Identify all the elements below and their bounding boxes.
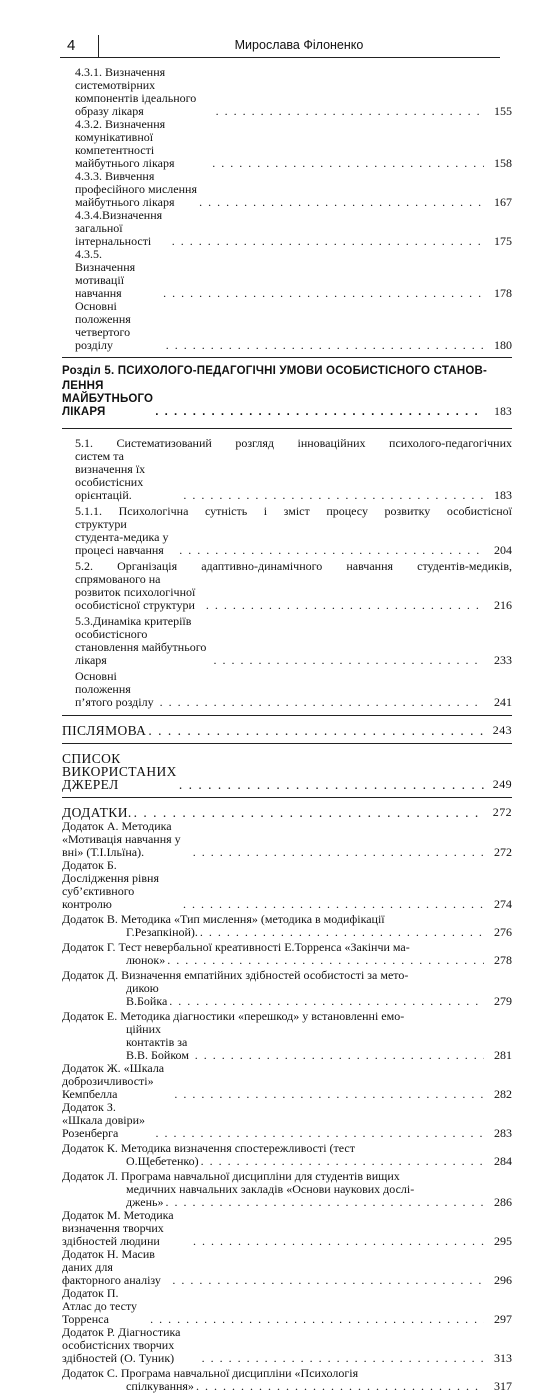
- toc-entry-line1: 5.2. Організація адаптивно-динамічного навчання студентів-медиків,: [75, 559, 512, 573]
- toc-entry: [62, 118, 512, 170]
- toc-entry-text: 4.3.3. Вивчення професійного мислення майбутнього лікаря: [75, 169, 197, 209]
- dot-leader: [196, 1380, 484, 1393]
- dot-leader: [179, 544, 484, 557]
- toc-entry: [62, 615, 512, 667]
- toc-entry-line: [75, 615, 512, 667]
- section5-title-line1: Розділ 5. ПСИХОЛОГО-ПЕДАГОГІЧНІ УМОВИ ОСОБИСТІСНОГО СТАНОВ-: [62, 365, 488, 377]
- dot-leader: [195, 1049, 484, 1062]
- dot-leader: [165, 1196, 484, 1209]
- toc-entry-page: 158: [494, 156, 512, 170]
- dot-leader: [150, 1313, 484, 1326]
- toc-entry-page: 175: [494, 234, 512, 248]
- appendix-line-text: Додаток П. Атлас до тесту Торренса: [62, 1286, 138, 1326]
- divider: [62, 357, 512, 358]
- appendix-entry: [62, 859, 512, 911]
- appendices-entry: [62, 806, 512, 819]
- dot-leader: [163, 287, 484, 300]
- dot-leader: [216, 105, 484, 118]
- appendix-line-page: 295: [494, 1234, 512, 1248]
- appendix-entry: [62, 1326, 512, 1365]
- toc-entry-line-text: систем та визначення їх особистісних орієнтацій.: [75, 449, 146, 502]
- appendix-line-text: люнок»: [126, 953, 166, 967]
- toc-entry-text: 4.3.5. Визначення мотивації навчання: [75, 247, 136, 300]
- dot-leader: [213, 654, 484, 667]
- appendix-line: Додаток Г. Тест невербальної креативності Е.Торренса «Закінчи ма-: [62, 940, 410, 954]
- toc-entry-line-text: 5.3.Динаміка критеріїв особистісного становлення майбутнього лікаря: [75, 614, 207, 667]
- appendix-line-text: Додаток З. «Шкала довіри» Розенберга: [62, 1100, 146, 1140]
- dot-leader: [174, 1088, 484, 1101]
- toc-entry: [62, 66, 512, 118]
- toc-entry-line-page: 241: [494, 695, 512, 709]
- toc-entry: [62, 248, 512, 300]
- references-title: СПИСОК ВИКОРИСТАНИХ ДЖЕРЕЛ: [62, 751, 177, 792]
- divider: [62, 797, 512, 798]
- toc-entry: [62, 505, 512, 557]
- toc-entry-line1: 5.1.1. Психологічна сутність і зміст процесу розвитку особистісної: [75, 504, 512, 518]
- toc-entry: [62, 670, 512, 709]
- toc-entry-line: [75, 518, 512, 557]
- dot-leader: [212, 157, 484, 170]
- appendix-line: [62, 1380, 512, 1393]
- toc-entry: [62, 560, 512, 612]
- dot-leader: [201, 1155, 484, 1168]
- chapter5-entries: [62, 437, 512, 709]
- dot-leader: [169, 995, 484, 1008]
- appendix-line: [62, 859, 512, 911]
- appendix-entry: [62, 913, 512, 939]
- afterword-page: 243: [492, 723, 512, 737]
- dot-leader: [172, 235, 484, 248]
- toc-entry-text: 4.3.2. Визначення комунікативної компетентності майбутнього лікаря: [75, 117, 175, 170]
- appendix-line-page: 282: [494, 1087, 512, 1101]
- appendix-entry: [62, 1101, 512, 1140]
- page-header: [60, 35, 500, 58]
- toc-entry-line-text: Основні положення п’ятого розділу: [75, 669, 154, 709]
- table-of-contents: [62, 66, 512, 1393]
- appendix-line: Додаток К. Методика визначення спостережливості (тест: [62, 1141, 355, 1155]
- toc-entry-page: 155: [494, 104, 512, 118]
- dot-leader: [172, 1274, 484, 1287]
- divider: [62, 743, 512, 744]
- dot-leader: [155, 406, 484, 419]
- dot-leader: [183, 898, 484, 911]
- toc-entry-text: Основні положення четвертого розділу: [75, 299, 131, 352]
- appendix-line: Додаток Л. Програма навчальної дисципліни для студентів вищих: [62, 1169, 400, 1183]
- appendix-line: [62, 982, 512, 1008]
- dot-leader: [166, 339, 484, 352]
- appendix-line-page: 296: [494, 1273, 512, 1287]
- appendix-line-text: ційних контактів за В.В. Бойком: [126, 1022, 189, 1062]
- references-page: 249: [492, 777, 512, 791]
- section5-title-line2: ЛЕННЯ МАЙБУТНЬОГО ЛІКАРЯ: [62, 380, 154, 418]
- appendix-line-text: Додаток Ж. «Шкала доброзичливості» Кемпбелла: [62, 1061, 165, 1101]
- appendix-line: [62, 1196, 512, 1209]
- appendix-entry: [62, 1062, 512, 1101]
- appendix-entry: [62, 941, 512, 967]
- appendices-title: ДОДАТКИ.: [62, 805, 132, 820]
- appendix-entry: [62, 969, 512, 1008]
- appendix-entry: [62, 1010, 512, 1062]
- toc-entry-line-page: 204: [494, 543, 512, 557]
- appendix-line-page: 276: [494, 925, 512, 939]
- appendix-line-text: спілкування»: [126, 1379, 194, 1393]
- appendix-entry: [62, 1367, 512, 1393]
- appendix-line-page: 283: [494, 1126, 512, 1140]
- toc-entry-line-page: 183: [494, 488, 512, 502]
- dot-leader: [200, 926, 484, 939]
- appendix-line: [62, 1287, 512, 1326]
- appendix-line-text: дикою В.Бойка: [126, 981, 168, 1008]
- afterword-title: ПІСЛЯМОВА: [62, 723, 147, 738]
- dot-leader: [179, 778, 484, 791]
- dot-leader: [183, 489, 484, 502]
- toc-entry-line-text: спрямованого на розвиток психологічної особистісної структури: [75, 572, 196, 612]
- appendix-line: [62, 1062, 512, 1101]
- appendix-entries: [62, 820, 512, 1393]
- running-head-author: Мирослава Філоненко: [234, 38, 364, 52]
- appendix-entry: [62, 1248, 512, 1287]
- toc-entry-line: [75, 670, 512, 709]
- divider: [62, 715, 512, 716]
- appendix-line-text: Додаток Р. Діагностика особистісних творчих здібностей (О. Туник): [62, 1325, 181, 1365]
- appendix-entry: [62, 1170, 512, 1209]
- appendix-entry: [62, 820, 512, 859]
- appendix-line-page: 281: [494, 1048, 512, 1062]
- appendix-line-text: Додаток А. Методика «Мотивація навчання у вні» (Т.І.Ільїна).: [62, 819, 181, 859]
- dot-leader: [199, 196, 484, 209]
- appendix-line: [62, 1101, 512, 1140]
- appendix-line: Додаток Е. Методика діагностики «перешкод» у встановленні емо-: [62, 1009, 405, 1023]
- toc-entry-line: [75, 573, 512, 612]
- page-number: 4: [67, 37, 76, 54]
- toc-entry-line-text: структури студента-медика у процесі навчання: [75, 517, 169, 557]
- section5-heading: [62, 365, 512, 419]
- dot-leader: [167, 954, 484, 967]
- appendices-page: 272: [492, 805, 512, 819]
- appendix-entry: [62, 1142, 512, 1168]
- dot-leader: [193, 846, 484, 859]
- appendix-line-page: 279: [494, 994, 512, 1008]
- appendix-line: Додаток В. Методика «Тип мислення» (методика в модифікації: [62, 912, 385, 926]
- appendix-line-page: 272: [494, 845, 512, 859]
- appendix-line: [62, 954, 512, 967]
- appendix-line-text: Додаток Н. Масив даних для факторного аналізу: [62, 1247, 161, 1287]
- toc-entry: [62, 300, 512, 352]
- appendix-entry: [62, 1287, 512, 1326]
- appendix-line: [62, 1023, 512, 1062]
- appendix-line: Додаток С. Програма навчальної дисципліни «Психологія: [62, 1366, 359, 1380]
- dot-leader: [134, 806, 484, 819]
- toc-entry: [62, 437, 512, 502]
- appendix-line-page: 284: [494, 1154, 512, 1168]
- appendix-line-page: 297: [494, 1312, 512, 1326]
- toc-entry-text: 4.3.1. Визначення системотвірних компонентів ідеального образу лікаря: [75, 65, 197, 118]
- appendix-line-page: 278: [494, 953, 512, 967]
- references-entry: [62, 752, 512, 791]
- appendix-line-text: О.Щебетенко): [126, 1154, 199, 1168]
- afterword-entry: [62, 724, 512, 737]
- toc-entry-line: [75, 450, 512, 502]
- appendix-line: [62, 1326, 512, 1365]
- toc-entry: [62, 209, 512, 248]
- divider: [62, 428, 512, 429]
- appendix-line-page: 274: [494, 897, 512, 911]
- toc-entry-page: 167: [494, 195, 512, 209]
- appendix-line-page: 313: [494, 1351, 512, 1365]
- toc-entry-text: 4.3.4.Визначення загальної інтернальності: [75, 208, 163, 248]
- dot-leader: [160, 696, 484, 709]
- appendix-line-text: Додаток Б. Дослідження рівня суб’єктивного контролю: [62, 858, 160, 911]
- dot-leader: [156, 1127, 485, 1140]
- toc-entry-page: 180: [494, 338, 512, 352]
- appendix-line: [62, 926, 512, 939]
- appendix-line: медичних навчальних закладів «Основи наукових дослі-: [126, 1182, 415, 1196]
- appendix-line: [62, 820, 512, 859]
- dot-leader: [206, 599, 484, 612]
- appendix-line: [62, 1248, 512, 1287]
- appendix-line-text: джень»: [126, 1195, 164, 1209]
- section5-page: 183: [494, 406, 512, 418]
- toc-entry: [62, 170, 512, 209]
- appendix-line-page: 317: [494, 1379, 512, 1393]
- appendix-line-page: 286: [494, 1195, 512, 1209]
- appendix-line-text: Г.Резапкіной).: [126, 925, 198, 939]
- dot-leader: [202, 1352, 484, 1365]
- appendix-line: Додаток Д. Визначення емпатійних здібностей особистості за мето-: [62, 968, 409, 982]
- dot-leader: [148, 724, 484, 737]
- toc-entry-line1: 5.1. Систематизований розгляд інноваційних психолого-педагогічних: [75, 436, 512, 450]
- appendix-entry: [62, 1209, 512, 1248]
- appendix-line: [62, 1155, 512, 1168]
- appendix-line: [62, 1209, 512, 1248]
- chapter4-entries: [62, 66, 512, 352]
- dot-leader: [193, 1235, 484, 1248]
- toc-entry-line-page: 233: [494, 653, 512, 667]
- toc-entry-page: 178: [494, 286, 512, 300]
- appendix-line-text: Додаток М. Методика визначення творчих здібностей людини: [62, 1208, 174, 1248]
- toc-entry-line-page: 216: [494, 598, 512, 612]
